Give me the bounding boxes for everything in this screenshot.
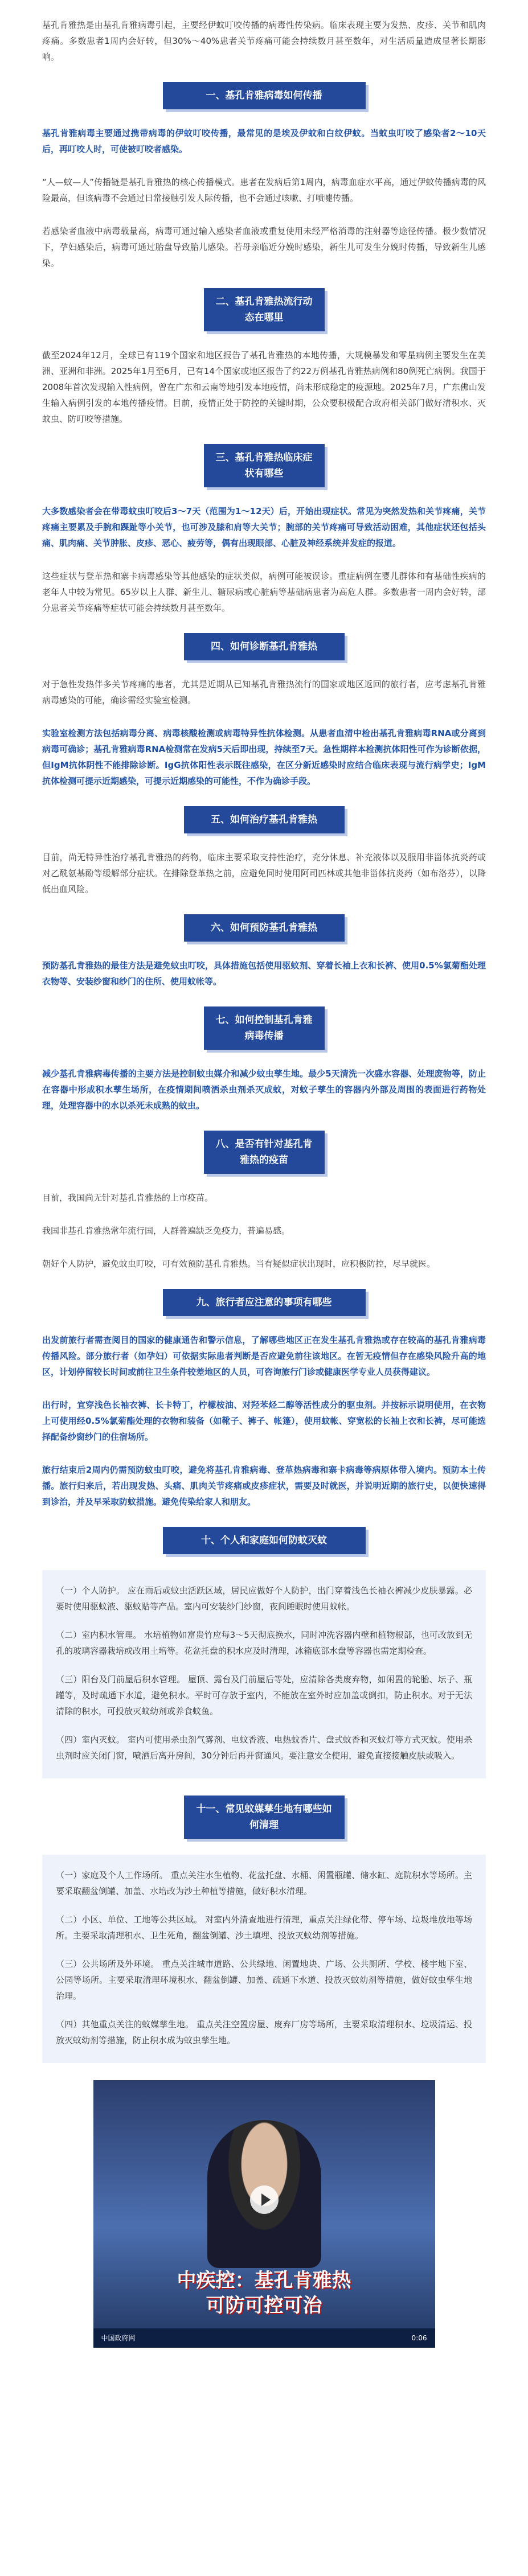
section-header-1: 一、基孔肯雅病毒如何传播 [163, 82, 366, 109]
s10-box [42, 1570, 486, 1778]
s11-paragraph-4: （四）其他重点关注的蚊媒孳生地。 重点关注空置房屋、废弃厂房等场所，主要采取清理积水、垃圾清运、投放灭蚊幼剂等措施，防止积水成为蚊虫孳生地。 [56, 2019, 472, 2045]
s7-paragraph-1: 减少基孔肯雅病毒传播的主要方法是控制蚊虫媒介和减少蚊虫孳生地。最少5天清洗一次盛水容器、处理废物等，防止在容器中形成积水孳生场所，在疫情期间喷洒杀虫剂杀灭成蚊，对蚊子孳生的容器内外部及周围的表面进行药物处理，处理容器中的水以杀死未成熟的蚊虫。 [42, 1069, 486, 1111]
s1-paragraph-1: 基孔肯雅病毒主要通过携带病毒的伊蚊叮咬传播，最常见的是埃及伊蚊和白纹伊蚊。当蚊虫叮咬了感染者2～10天后，再叮咬人时，可使被叮咬者感染。 [42, 128, 486, 154]
video-footer [93, 2328, 435, 2348]
s9-paragraph-2: 出行时，宜穿浅色长袖衣裤、长卡特丁，柠檬桉油、对羟苯烃二醇等活性成分的驱虫剂。并按标示说明使用，在衣物上可使用经0.5%氯菊酯处理的衣物和装备（如靴子、裤子、帐篷），使用蚊帐、穿宽松的长袖上衣和长裤，尽可能选择配备纱窗纱门的住宿场所。 [42, 1400, 486, 1442]
section-header-8: 八、是否有针对基孔肯雅热的疫苗 [204, 1131, 325, 1174]
section-header-3: 三、基孔肯雅热临床症状有哪些 [204, 444, 325, 487]
s8-paragraph-1: 目前，我国尚无针对基孔肯雅热的上市疫苗。 [42, 1193, 214, 1203]
section-header-11: 十一、常见蚊媒孳生地有哪些如何清理 [184, 1796, 345, 1839]
s8-paragraph-2: 我国非基孔肯雅热常年流行国，人群普遍缺乏免疫力，普遍易感。 [42, 1226, 290, 1236]
s5-paragraph-1: 目前，尚无特异性治疗基孔肯雅热的药物，临床主要采取支持性治疗，充分休息、补充液体以及服用非甾体抗炎药或对乙酰氨基酚等缓解部分症状。在排除登革热之前，应避免同时使用阿司匹林或其他非甾体抗炎药（如布洛芬），以降低出血风险。 [42, 852, 486, 894]
section-header-7: 七、如何控制基孔肯雅病毒传播 [204, 1006, 325, 1050]
video-time: 0:06 [411, 2334, 427, 2342]
section-header-5: 五、如何治疗基孔肯雅热 [184, 806, 345, 833]
s3-paragraph-2: 这些症状与登革热和寨卡病毒感染等其他感染的症状类似，病例可能被误诊。重症病例在婴儿群体和有基础性疾病的老年人中较为常见。65岁以上人群、新生儿、糖尿病或心脏病等基础病患者为高危人群。多数患者一周内会好转，部分患者关节疼痛等症状可能会持续数月甚至数年。 [42, 571, 486, 613]
s11-paragraph-1: （一）家庭及个人工作场所。 重点关注水生植物、花盆托盘、水桶、闲置瓶罐、储水缸、庭院积水等场所。主要采取翻盆倒罐、加盖、水培改为沙土种植等措施，做好积水清理。 [56, 1870, 472, 1896]
s9-paragraph-1: 出发前旅行者需查阅目的国家的健康通告和警示信息，了解哪些地区正在发生基孔肯雅热或存在较高的基孔肯雅病毒传播风险。部分旅行者（如孕妇）可依据实际患者判断是否应避免前往该地区。在暂无疫情但存在感染风险升高的地区，计划停留较长时间或前往卫生条件较差地区的人员，可咨询旅行门诊或健康医学专业人员获得建议。 [42, 1335, 486, 1377]
video-player[interactable] [93, 2080, 435, 2348]
video-caption-line-2: 可防可控可治 [206, 2294, 322, 2317]
s8-paragraph-3: 朝好个人防护，避免蚊虫叮咬，可有效预防基孔肯雅热。当有疑似症状出现时，应积极防控，尽早就医。 [42, 1259, 436, 1269]
s11-paragraph-3: （三）公共场所及外环境。 重点关注城市道路、公共绿地、闲置地块、广场、公共厕所、学校、楼宇地下室、公园等场所。主要采取清理环境积水、翻盆倒罐、加盖、疏通下水道、投放灭蚊幼剂等措施，做好蚊虫孳生地治理。 [56, 1959, 472, 2001]
video-caption-line-1: 中疾控：基孔肯雅热 [177, 2269, 351, 2292]
s1-paragraph-3: 若感染者血液中病毒载量高，病毒可通过输入感染者血液或重复使用未经严格消毒的注射器等途径传播。极少数情况下，孕妇感染后，病毒可通过胎盘导致胎儿感染。若母亲临近分娩时感染，新生儿可发生分娩时传播，导致新生儿感染。 [42, 226, 486, 268]
video-source: 中国政府网 [101, 2334, 136, 2342]
video-caption [93, 2268, 435, 2318]
s10-paragraph-3: （三）阳台及门前屋后积水管理。 屋顶、露台及门前屋后等处，应清除各类废弃物，如闲置的轮胎、坛子、瓶罐等，及时疏通下水道，避免积水。平时可存放于室内，不能放在室外时应加盖或倒扣，防止积水。对于无法清除的积水，可投放灭蚊幼剂或养食蚊鱼。 [56, 1674, 472, 1716]
s1-paragraph-2: “人—蚊—人”传播链是基孔肯雅热的核心传播模式。患者在发病后第1周内，病毒血症水平高，通过伊蚊传播病毒的风险最高，但该病毒不会通过日常接触引发人际传播，也不会通过咳嗽、打喷嚏传播。 [42, 177, 486, 203]
s2-paragraph-1: 截至2024年12月，全球已有119个国家和地区报告了基孔肯雅热的本地传播，大规模暴发和零星病例主要发生在美洲、亚洲和非洲。2025年1月至6月，已有14个国家或地区报告了约22万例基孔肯雅热病例和80例死亡病例。我国于2008年首次发现输入性病例，曾在广东和云南等地引发本地疫情，尚未形成稳定的疫源地。2025年7月，广东佛山发生输入病例引发的本地传播疫情。目前，疫情正处于防控的关键时期，公众要积极配合政府相关部门做好清积水、灭蚊虫、防叮咬等措施。 [42, 350, 486, 424]
s10-paragraph-4: （四）室内灭蚊。 室内可使用杀虫剂气雾剂、电蚊香液、电热蚊香片、盘式蚊香和灭蚊灯等方式灭蚊。使用杀虫剂时应关闭门窗，喷洒后离开房间，30分钟后再开窗通风。要注意安全使用，避免直接接触皮肤或吸入。 [56, 1735, 472, 1761]
s11-paragraph-2: （二）小区、单位、工地等公共区域。 对室内外清查地进行清理，重点关注绿化带、停车场、垃圾堆放地等场所。主要采取清理积水、卫生死角，翻盆倒罐、沙土填埋、投放灭蚊幼剂等措施。 [56, 1914, 472, 1941]
s11-box [42, 1855, 486, 2063]
intro-paragraph: 基孔肯雅热是由基孔肯雅病毒引起，主要经伊蚊叮咬传播的病毒性传染病。临床表现主要为发热、皮疹、关节和肌肉疼痛。多数患者1周内会好转，但30%～40%患者关节疼痛可能会持续数月甚至数年，对生活质量造成显著长期影响。 [42, 20, 486, 62]
s10-paragraph-2: （二）室内积水管理。 水培植物如富贵竹应每3～5天彻底换水，同时冲洗容器内壁和植物根部，也可改放到无孔的玻璃容器栽培或改用土培等。花盆托盘的积水应及时清理，冰箱底部水盘等容器也需定期检查。 [56, 1630, 472, 1656]
s3-paragraph-1: 大多数感染者会在带毒蚊虫叮咬后3～7天（范围为1～12天）后，开始出现症状。常见为突然发热和关节疼痛，关节疼痛主要累及手腕和踝趾等小关节，也可涉及膝和肩等大关节；腕部的关节疼痛可导致活动困难，其他症状还包括头痛、肌肉痛、关节肿胀、皮疹、恶心、疲劳等，偶有出现眼部、心脏及神经系统并发症的报道。 [42, 506, 486, 548]
s9-paragraph-3: 旅行结束后2周内仍需预防蚊虫叮咬，避免将基孔肯雅病毒、登革热病毒和寨卡病毒等病原体带入境内。预防本土传播。旅行归来后，若出现发热、头痛、肌肉关节疼痛或皮疹症状，需要及时就医，并说明近期的旅行史，以便快速得到诊治，并及早采取防蚊措施。避免传染给家人和朋友。 [42, 1465, 486, 1507]
section-header-2: 二、基孔肯雅热流行动态在哪里 [204, 288, 325, 331]
s4-paragraph-1: 对于急性发热伴多关节疼痛的患者，尤其是近期从已知基孔肯雅热流行的国家或地区返回的旅行者，应考虑基孔肯雅病毒感染的可能，确诊需经实验室检测。 [42, 679, 486, 705]
section-header-6: 六、如何预防基孔肯雅热 [184, 914, 345, 942]
s10-paragraph-1: （一）个人防护。 应在雨后或蚊虫活跃区域，居民应做好个人防护，出门穿着浅色长袖衣裤减少皮肤暴露。必要时使用驱蚊液、驱蚊贴等产品。室内可安装纱门纱窗，夜间睡眠时使用蚊帐。 [56, 1585, 472, 1612]
s6-paragraph-1: 预防基孔肯雅热的最佳方法是避免蚊虫叮咬，具体措施包括使用驱蚊剂、穿着长袖上衣和长裤、使用0.5%氯菊酯处理衣物等、安装纱窗和纱门的住所、使用蚊帐等。 [42, 960, 486, 987]
section-header-9: 九、旅行者应注意的事项有哪些 [163, 1289, 366, 1316]
section-header-4: 四、如何诊断基孔肯雅热 [184, 633, 345, 660]
s4-paragraph-2: 实验室检测方法包括病毒分离、病毒核酸检测或病毒特异性抗体检测。从患者血清中检出基孔肯雅病毒RNA或分离到病毒可确诊；基孔肯雅病毒RNA检测常在发病5天后即出现，持续至7天。急性期样本检测抗体阳性可作为诊断依据，但IgM抗体阴性不能排除诊断。IgG抗体阳性表示既往感染，在区分新近感染时应结合临床表现与流行病学史；IgM抗体检测可提示近期感染，可提示近期感染的可能性，不作为确诊手段。 [42, 728, 486, 786]
play-icon[interactable] [250, 2185, 279, 2214]
section-header-10: 十、个人和家庭如何防蚊灭蚊 [163, 1527, 366, 1554]
